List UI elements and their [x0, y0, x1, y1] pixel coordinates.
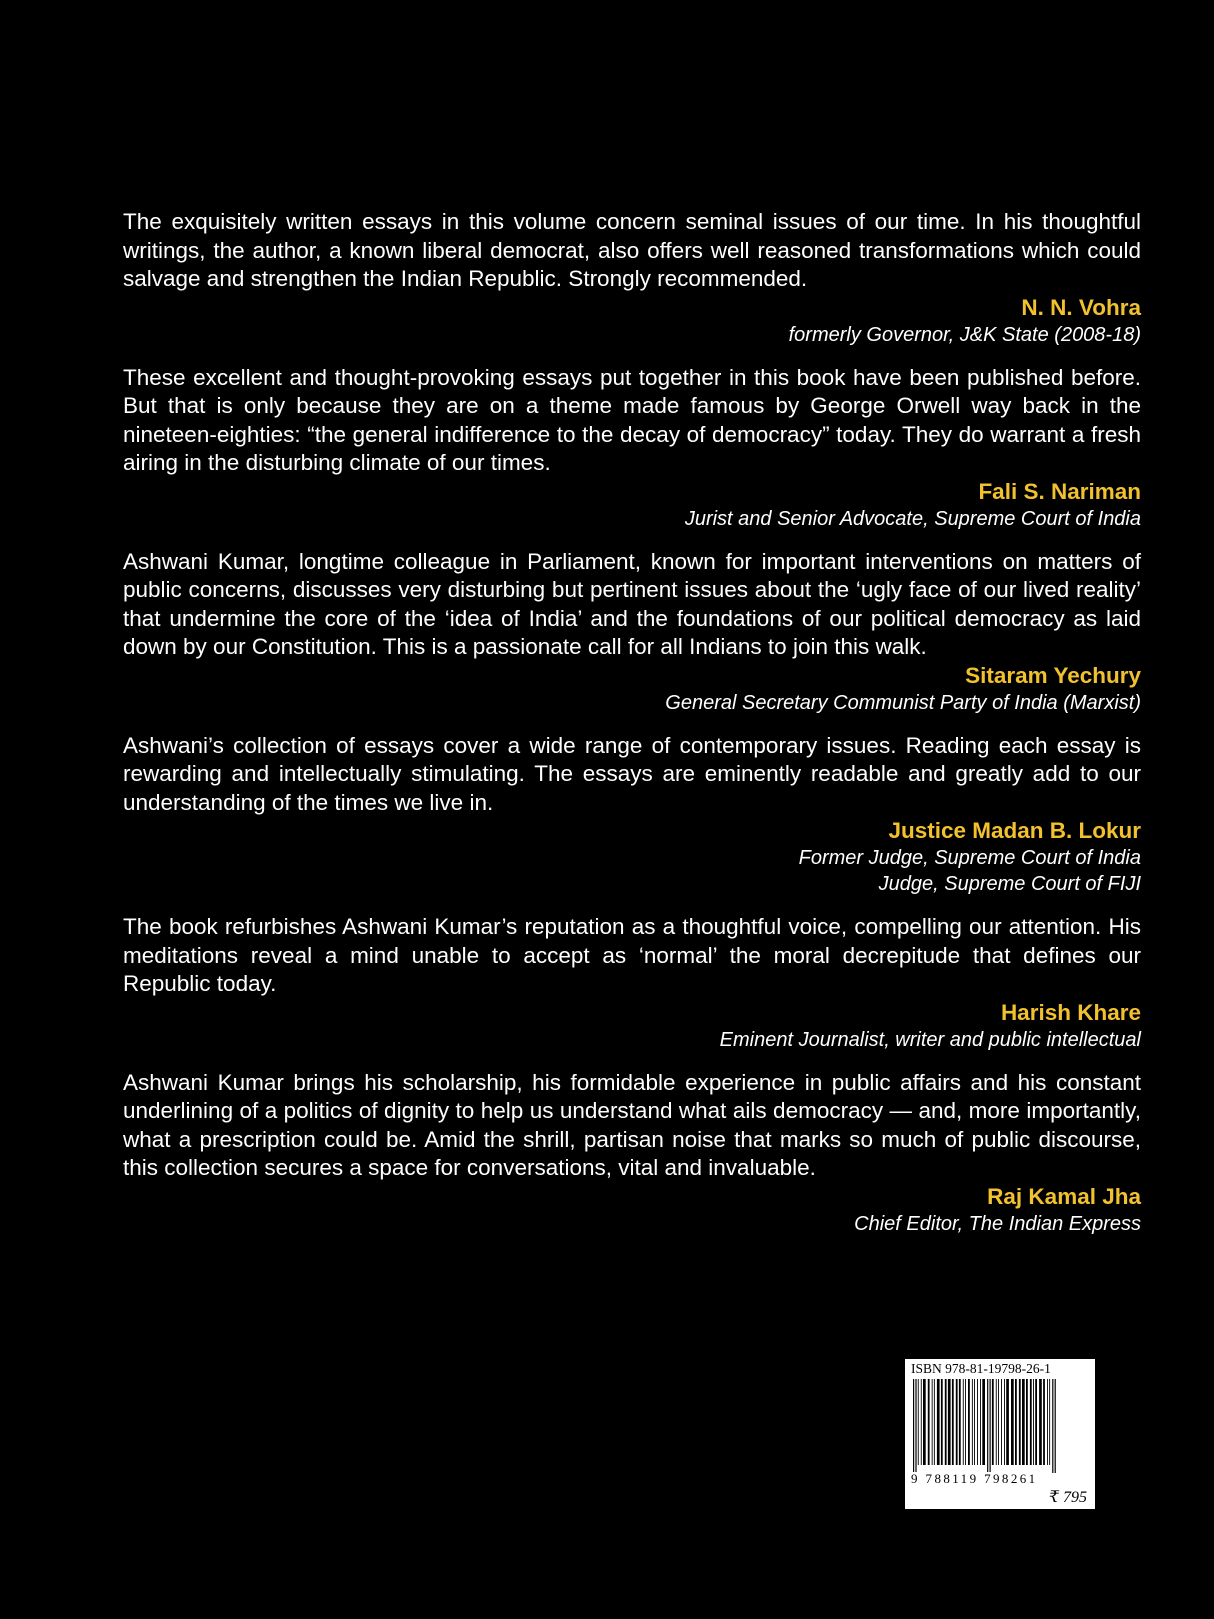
endorser-affiliation: Judge, Supreme Court of FIJI [878, 873, 1141, 895]
barcode-bar [1015, 1379, 1017, 1465]
barcode-bar [974, 1379, 975, 1465]
barcode-bar [1004, 1379, 1005, 1465]
endorsement-quote: Ashwani Kumar, longtime colleague in Parliament, known for important interventions on matters of public concerns, discusses very disturbing but pertinent issues about the ‘ugly face of our lived reality’ that undermine the core of the ‘idea of India’ and the foundations of our political democracy as laid down by our Constitution. This is a passionate call for all Indians to join this walk. [123, 548, 1141, 659]
barcode-bar [959, 1379, 961, 1465]
barcode-bar [937, 1379, 940, 1465]
endorser-name: Harish Khare [1000, 999, 1141, 1025]
endorsement-quote: The exquisitely written essays in this volume concern seminal issues of our time. In his thoughtful writings, the author, a known liberal democrat, also offers well reasoned transformations which could salvage and strengthen the Indian Republic. Strongly recommended. [123, 209, 1141, 291]
barcode-bar [918, 1379, 919, 1465]
barcode-bar [1011, 1379, 1014, 1465]
endorser-affiliation: Eminent Journalist, writer and public intellectual [719, 1028, 1141, 1051]
price-label: ₹ 795 [1048, 1489, 1087, 1506]
endorser-name: Justice Madan B. Lokur [888, 818, 1141, 843]
barcode-bar [982, 1379, 985, 1465]
endorsement-quote: These excellent and thought-provoking essays put together in this book have been published before. But that is only because they are on a theme made famous by George Orwell way back in the nineteen-eighties: “the general indifference to the decay of democracy” today. They do warrant a fresh airing in the disturbing climate of our times. [123, 364, 1141, 475]
barcode-bar [992, 1379, 994, 1465]
endorser-affiliation: Jurist and Senior Advocate, Supreme Court of India [684, 507, 1141, 530]
barcode-bar [1052, 1379, 1053, 1473]
endorser-name: N. N. Vohra [1021, 294, 1141, 320]
barcode-bar [1047, 1379, 1048, 1465]
barcode-bar [963, 1379, 964, 1465]
barcode-bar [932, 1379, 933, 1465]
barcode-bar [915, 1379, 916, 1473]
barcode-bar [928, 1379, 930, 1465]
barcode-bar [941, 1379, 943, 1465]
barcode-bar [998, 1379, 999, 1465]
barcode-bar [1019, 1379, 1021, 1465]
endorser-name: Fali S. Nariman [978, 478, 1141, 504]
barcode-bar [948, 1379, 951, 1465]
endorsement [123, 732, 1141, 898]
barcode-bar [990, 1379, 991, 1473]
barcode-digits: 9 788119 798261 [911, 1471, 1038, 1486]
endorsement [123, 548, 1141, 716]
barcode-bar [996, 1379, 997, 1465]
barcode-bar [980, 1379, 981, 1465]
endorsement [123, 1069, 1141, 1237]
barcode-bar [1055, 1379, 1056, 1473]
barcode-bar [921, 1379, 922, 1465]
endorser-name: Raj Kamal Jha [987, 1183, 1141, 1209]
barcode-bar [1043, 1379, 1045, 1465]
barcode-bar [1006, 1379, 1009, 1465]
barcode-bar [956, 1379, 958, 1465]
barcode-bar [934, 1379, 935, 1465]
endorser-name: Sitaram Yechury [965, 662, 1141, 688]
endorsement-quote: Ashwani Kumar brings his scholarship, his formidable experience in public affairs and his constant underlining of a politics of dignity to help us understand what ails democracy — and, more importantly, what a prescription could be. Amid the shrill, partisan noise that marks so much of public discourse, this collection secures a space for conversations, vital and invaluable. [123, 1069, 1141, 1180]
barcode-bar [1030, 1379, 1032, 1465]
endorser-affiliation: Former Judge, Supreme Court of India [798, 847, 1141, 869]
barcode-bar [965, 1379, 966, 1465]
endorser-affiliation: General Secretary Communist Party of India (Marxist) [665, 691, 1141, 714]
barcode-bar [1039, 1379, 1042, 1465]
barcode-bar [968, 1379, 970, 1465]
endorsement [123, 913, 1141, 1053]
barcode-bars [911, 1379, 1089, 1473]
barcode-bar [1026, 1379, 1028, 1465]
barcode-bar [972, 1379, 973, 1465]
barcode-bar [1049, 1379, 1050, 1465]
endorsement [123, 208, 1141, 348]
endorsement [123, 364, 1141, 532]
barcode-bar [1033, 1379, 1034, 1465]
barcode-bar [952, 1379, 954, 1465]
isbn-label: ISBN 978-81-19798-26-1 [911, 1361, 1051, 1376]
barcode-bar [1022, 1379, 1025, 1465]
endorsement-quote: Ashwani’s collection of essays cover a wide range of contemporary issues. Reading each essay is rewarding and intellectually stimulating. The essays are eminently readable and greatly add to our understanding of the times we live in. [123, 732, 1141, 815]
barcode-bar [987, 1379, 988, 1473]
barcode-bar [1035, 1379, 1037, 1465]
barcode-bar [923, 1379, 926, 1465]
isbn-barcode [905, 1359, 1095, 1509]
barcode-bar [977, 1379, 978, 1465]
endorser-affiliation: formerly Governor, J&K State (2008-18) [788, 323, 1141, 346]
barcode-bar [945, 1379, 947, 1465]
endorsement-quote: The book refurbishes Ashwani Kumar’s reputation as a thoughtful voice, compelling our attention. His meditations reveal a mind unable to accept as ‘normal’ the moral decrepitude that defines our Republic today. [123, 914, 1141, 996]
endorser-affiliation: Chief Editor, The Indian Express [854, 1212, 1141, 1235]
barcode-bar [1001, 1379, 1002, 1465]
endorsements [123, 208, 1141, 1253]
barcode-bar [913, 1379, 914, 1473]
